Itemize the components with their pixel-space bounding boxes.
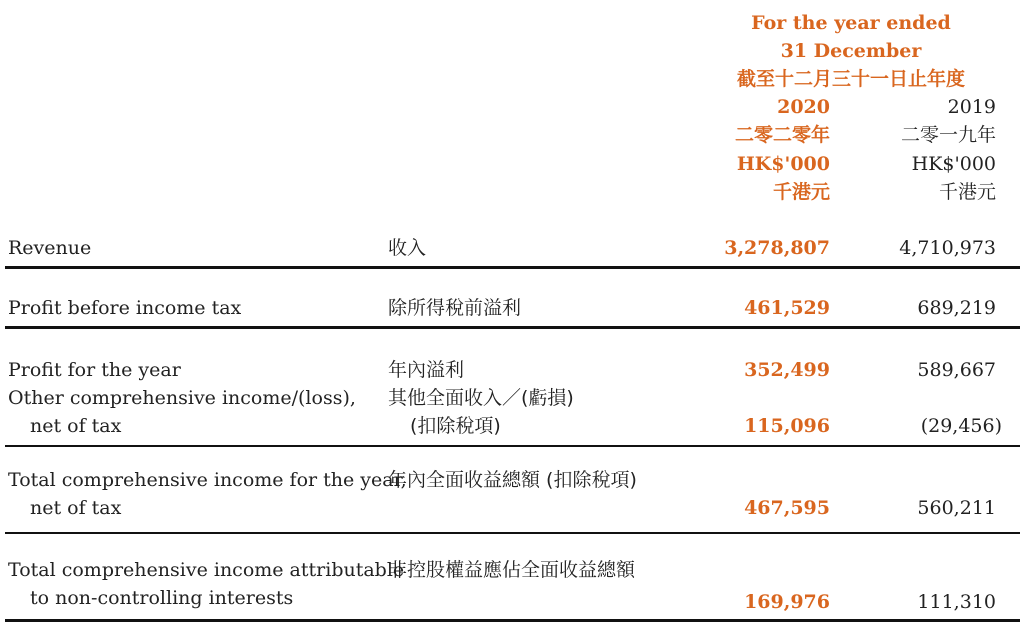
- row-label-oci-cont: net of tax: [30, 415, 122, 437]
- value-total-ci-2020: 467,595: [744, 497, 830, 519]
- row-label-profit-before-tax: Profit before income tax: [8, 297, 242, 319]
- row-label-total-ci: Total comprehensive income for the year,: [8, 469, 407, 491]
- row-label-ci-nci: Total comprehensive income attributable: [8, 559, 405, 581]
- row-label-ci-nci-cont: to non-controlling interests: [30, 587, 294, 609]
- value-revenue-2019: 4,710,973: [899, 237, 996, 259]
- current-unit-zh: 千港元: [772, 181, 830, 203]
- row-label-revenue: Revenue: [8, 237, 92, 259]
- period-date: 31 December: [780, 40, 922, 62]
- prior-year-zh: 二零一九年: [900, 124, 996, 146]
- divider: [5, 266, 1020, 269]
- divider: [5, 619, 1020, 622]
- row-label-oci: Other comprehensive income/(loss),: [8, 387, 356, 409]
- row-label-total-ci-cont: net of tax: [30, 497, 122, 519]
- value-profit-before-tax-2020: 461,529: [744, 297, 830, 319]
- value-ci-nci-2019: 111,310: [917, 591, 996, 613]
- row-label-oci-zh-cont: (扣除稅項): [410, 415, 501, 437]
- value-oci-2020: 115,096: [744, 415, 830, 437]
- period-heading-zh: 截至十二月三十一日止年度: [736, 68, 965, 90]
- value-profit-for-year-2019: 589,667: [917, 359, 996, 381]
- value-total-ci-2019: 560,211: [917, 497, 996, 519]
- current-year: 2020: [777, 96, 830, 118]
- prior-unit-zh: 千港元: [938, 181, 996, 203]
- value-oci-2019: (29,456): [920, 415, 1002, 437]
- row-label-profit-for-year: Profit for the year: [8, 359, 181, 381]
- row-label-profit-before-tax-zh: 除所得稅前溢利: [388, 297, 522, 319]
- value-profit-before-tax-2019: 689,219: [917, 297, 996, 319]
- value-revenue-2020: 3,278,807: [724, 237, 830, 259]
- divider: [5, 326, 1020, 329]
- row-label-ci-nci-zh: 非控股權益應佔全面收益總額: [388, 559, 636, 581]
- row-label-profit-for-year-zh: 年內溢利: [388, 359, 465, 381]
- value-ci-nci-2020: 169,976: [744, 591, 830, 613]
- current-year-zh: 二零二零年: [734, 124, 830, 146]
- row-label-revenue-zh: 收入: [388, 237, 427, 259]
- current-unit: HK$'000: [736, 153, 830, 175]
- prior-year: 2019: [947, 96, 996, 118]
- value-profit-for-year-2020: 352,499: [744, 359, 830, 381]
- divider: [5, 445, 1020, 447]
- row-label-total-ci-zh: 年內全面收益總額 (扣除稅項): [388, 469, 637, 491]
- period-heading: For the year ended: [751, 12, 951, 34]
- row-label-oci-zh: 其他全面收入／(虧損): [388, 387, 574, 409]
- divider: [5, 532, 1020, 534]
- prior-unit: HK$'000: [911, 153, 996, 175]
